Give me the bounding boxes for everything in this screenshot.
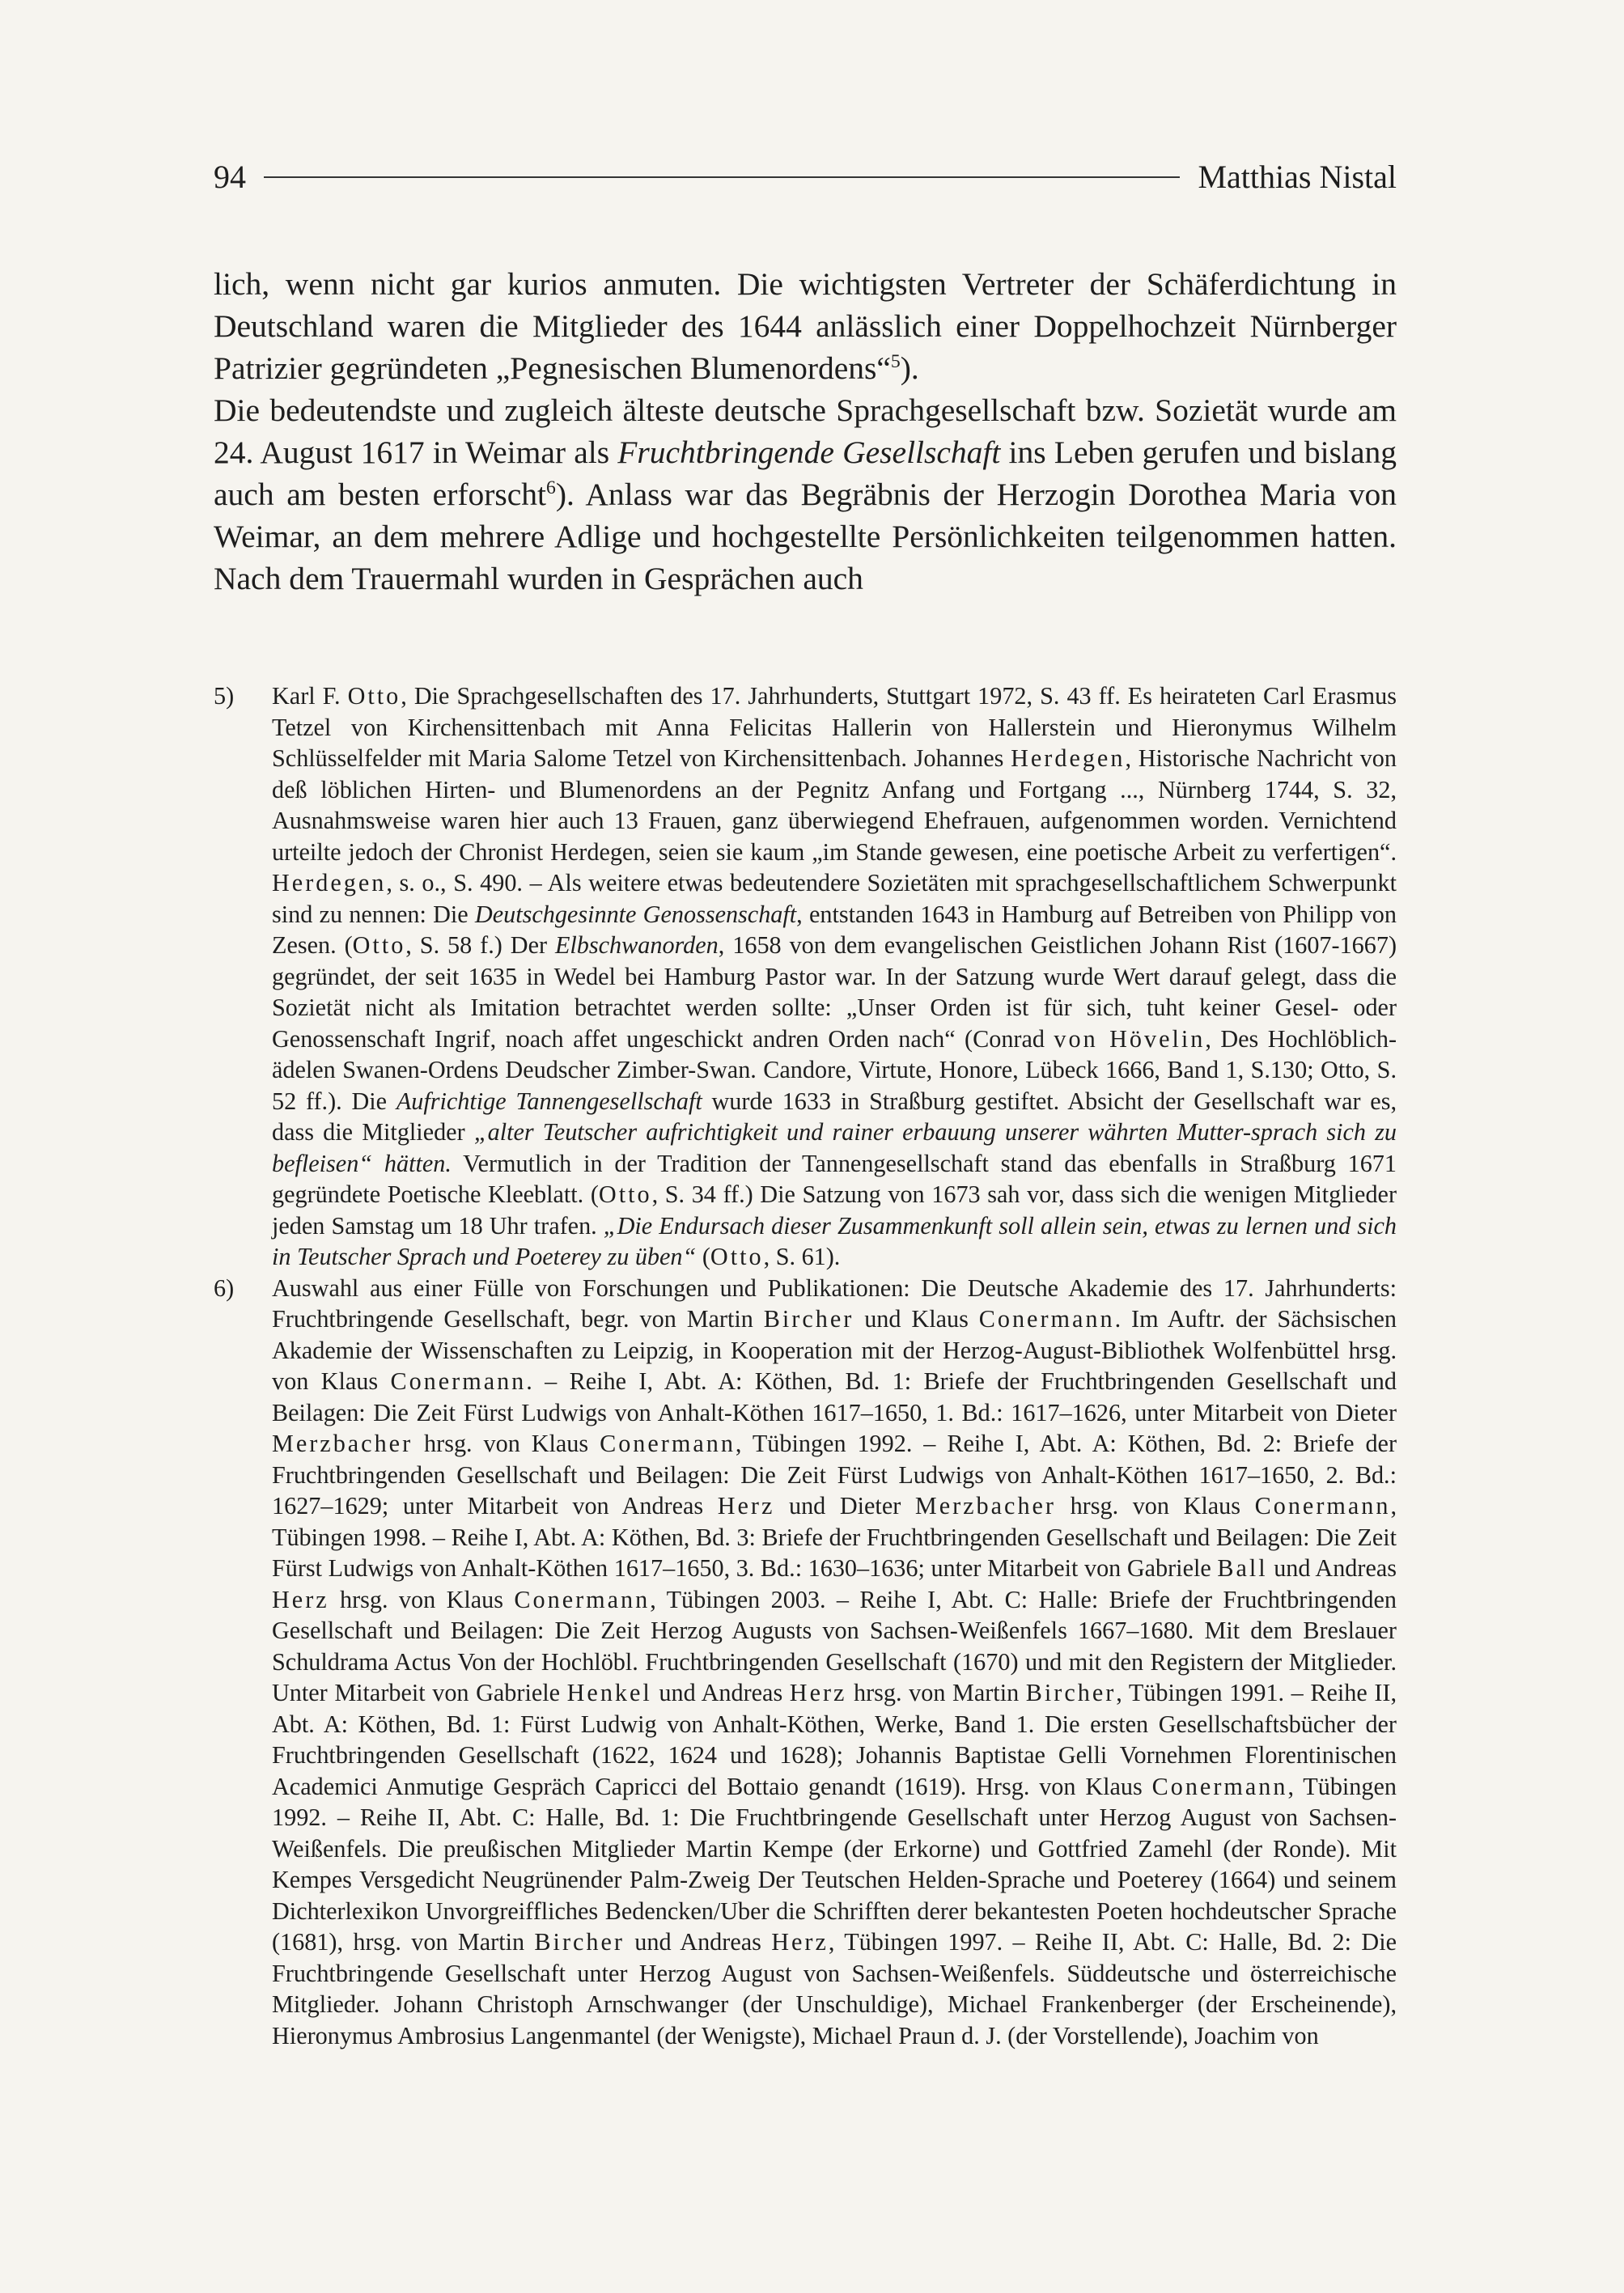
footnotes xyxy=(214,680,1397,2051)
page xyxy=(214,158,1397,2051)
header-rule xyxy=(264,176,1180,178)
footnote-number: 5) xyxy=(214,682,235,710)
footnote-6 xyxy=(214,1273,1397,2052)
italic-title: Fruchtbringende Gesellschaft xyxy=(617,434,1001,470)
footnote-ref-6[interactable]: 6 xyxy=(546,477,556,498)
main-text xyxy=(214,263,1397,600)
footnote-text: Auswahl aus einer Fülle von Forschungen und Publikationen: Die Deutsche Akademie des 17. Jahrhunderts: Fruchtbringende Gesellschaft, begr. von Martin Bircher und Klaus Conermann. Im Auftr. der Sächsischen Akademie der Wissenschaften zu Leipzig, in Kooperation mit der Herzog-August-Bibliothek Wolfenbüttel hrsg. von Klaus Conermann. – Reihe I, Abt. A: Köthen, Bd. 1: Briefe der Fruchtbringenden Gesellschaft und Beilagen: Die Zeit Fürst Ludwigs von Anhalt-Köthen 1617–1650, 1. Bd.: 1617–1626, unter Mitarbeit von Dieter Merzbacher hrsg. von Klaus Conermann, Tübingen 1992. – Reihe I, Abt. A: Köthen, Bd. 2: Briefe der Fruchtbringenden Gesellschaft und Beilagen: Die Zeit Fürst Ludwigs von Anhalt-Köthen 1617–1650, 2. Bd.: 1627–1629; unter Mitarbeit von Andreas Herz und Dieter Merzbacher hrsg. von Klaus Conermann, Tübingen 1998. – Reihe I, Abt. A: Köthen, Bd. 3: Briefe der Fruchtbringenden Gesellschaft und Beilagen: Die Zeit Fürst Ludwigs von Anhalt-Köthen 1617–1650, 3. Bd.: 1630–1636; unter Mitarbeit von Gabriele Ball und Andreas Herz hrsg. von Klaus Conermann, Tübingen 2003. – Reihe I, Abt. C: Halle: Briefe der Fruchtbringenden Gesellschaft und Beilagen: Die Zeit Herzog Augusts von Sachsen-Weißenfels 1667–1680. Mit dem Breslauer Schuldrama Actus Von der Hochlöbl. Fruchtbringenden Gesellschaft (1670) und mit den Registern der Mitglieder. Unter Mitarbeit von Gabriele Henkel und Andreas Herz hrsg. von Martin Bircher, Tübingen 1991. – Reihe II, Abt. A: Köthen, Bd. 1: Fürst Ludwig von Anhalt-Köthen, Werke, Band 1. Die ersten Gesellschaftsbücher der Fruchtbringenden Gesellschaft (1622, 1624 und 1628); Johannis Baptistae Gelli Vornehmen Florentinischen Academici Anmutige Gespräch Capricci del Bottaio genandt (1619). Hrsg. von Klaus Conermann, Tübingen 1992. – Reihe II, Abt. C: Halle, Bd. 1: Die Fruchtbringende Gesellschaft unter Herzog August von Sachsen-Weißenfels. Die preußischen Mitglieder Martin Kempe (der Erkorne) und Gottfried Zamehl (der Ronde). Mit Kempes Versgedicht Neugrünender Palm-Zweig Der Teutschen Helden-Sprache und Poeterey (1664) und seinem Dichterlexikon Unvorgreiffliches Bedencken/Uber die Schrifften derer bekantesten Poeten hochdeutscher Sprache (1681), hrsg. von Martin Bircher und Andreas Herz, Tübingen 1997. – Reihe II, Abt. C: Halle, Bd. 2: Die Fruchtbringende Gesellschaft unter Herzog August von Sachsen-Weißenfels. Süddeutsche und österreichische Mitglieder. Johann Christoph Arnschwanger (der Unschuldige), Michael Frankenberger (der Erscheinende), Hieronymus Ambrosius Langenmantel (der Wenigste), Michael Praun d. J. (der Vorstellende), Joachim von xyxy=(272,1274,1397,2049)
footnote-5 xyxy=(214,680,1397,1273)
footnote-number: 6) xyxy=(214,1274,235,1302)
footnote-ref-5[interactable]: 5 xyxy=(890,350,901,372)
page-number: 94 xyxy=(214,159,246,195)
running-head-author: Matthias Nistal xyxy=(1198,159,1397,195)
running-header xyxy=(214,158,1397,223)
paragraph: lich, wenn nicht gar kurios anmuten. Die wichtigsten Vertreter der Schäferdichtung in Deutschland waren die Mitglieder des 1644 anlässlich einer Doppelhochzeit Nürnberger Patrizier gegründeten „Pegnesischen Blumenordens“$^5$). xyxy=(214,266,1397,386)
paragraph: Die bedeutendste und zugleich älteste deutsche Sprachgesellschaft bzw. Sozietät wurde am 24. August 1617 in Weimar als Fruchtbringende Gesellschaft ins Leben gerufen und bislang auch am besten erforscht$^6$). Anlass war das Begräbnis der Herzogin Dorothea Maria von Weimar, an dem mehrere Adlige und hochgestellte Persönlichkeiten teilgenommen hatten. Nach dem Trauermahl wurden in Gesprächen auch xyxy=(214,392,1397,596)
footnote-text: Karl F. Otto, Die Sprachgesellschaften des 17. Jahrhunderts, Stuttgart 1972, S. 43 ff. Es heirateten Carl Erasmus Tetzel von Kirchensittenbach mit Anna Felicitas Hallerin von Hallerstein und Hieronymus Wilhelm Schlüsselfelder mit Maria Salome Tetzel von Kirchensittenbach. Johannes Herdegen, Historische Nachricht von deß löblichen Hirten- und Blumenordens an der Pegnitz Anfang und Fortgang ..., Nürnberg 1744, S. 32, Ausnahmsweise waren hier auch 13 Frauen, ganz überwiegend Ehefrauen, aufgenommen worden. Vernichtend urteilte jedoch der Chronist Herdegen, seien sie kaum „im Stande gewesen, eine poetische Arbeit zu verfertigen“. Herdegen, s. o., S. 490. – Als weitere etwas bedeutendere Sozietäten mit sprachgesellschaftlichem Schwerpunkt sind zu nennen: Die Deutschgesinnte Genossenschaft, entstanden 1643 in Hamburg auf Betreiben von Philipp von Zesen. (Otto, S. 58 f.) Der Elbschwanorden, 1658 von dem evangelischen Geistlichen Johann Rist (1607-1667) gegründet, der seit 1635 in Wedel bei Hamburg Pastor war. In der Satzung wurde Wert darauf gelegt, dass die Sozietät nicht als Imitation betrachtet werden sollte: „Unser Orden ist für sich, tuht keiner Gesel- oder Genossenschaft Ingrif, noach affet ungeschickt andren Orden nach“ (Conrad von Hövelin, Des Hochlöblich-ädelen Swanen-Ordens Deudscher Zimber-Swan. Candore, Virtute, Honore, Lübeck 1666, Band 1, S.130; Otto, S. 52 ff.). Die Aufrichtige Tannengesellschaft wurde 1633 in Straßburg gestiftet. Absicht der Gesellschaft war es, dass die Mitglieder „alter Teutscher aufrichtigkeit und rainer erbauung unserer währten Mutter-sprach sich zu befleisen“ hätten. Vermutlich in der Tradition der Tannengesellschaft stand das ebenfalls in Straßburg 1671 gegründete Poetische Kleeblatt. (Otto, S. 34 ff.) Die Satzung von 1673 sah vor, dass sich die wenigen Mitglieder jeden Samstag um 18 Uhr trafen. „Die Endursach dieser Zusammenkunft soll allein sein, etwas zu lernen und sich in Teutscher Sprach und Poeterey zu üben“ (Otto, S. 61). xyxy=(272,682,1397,1270)
